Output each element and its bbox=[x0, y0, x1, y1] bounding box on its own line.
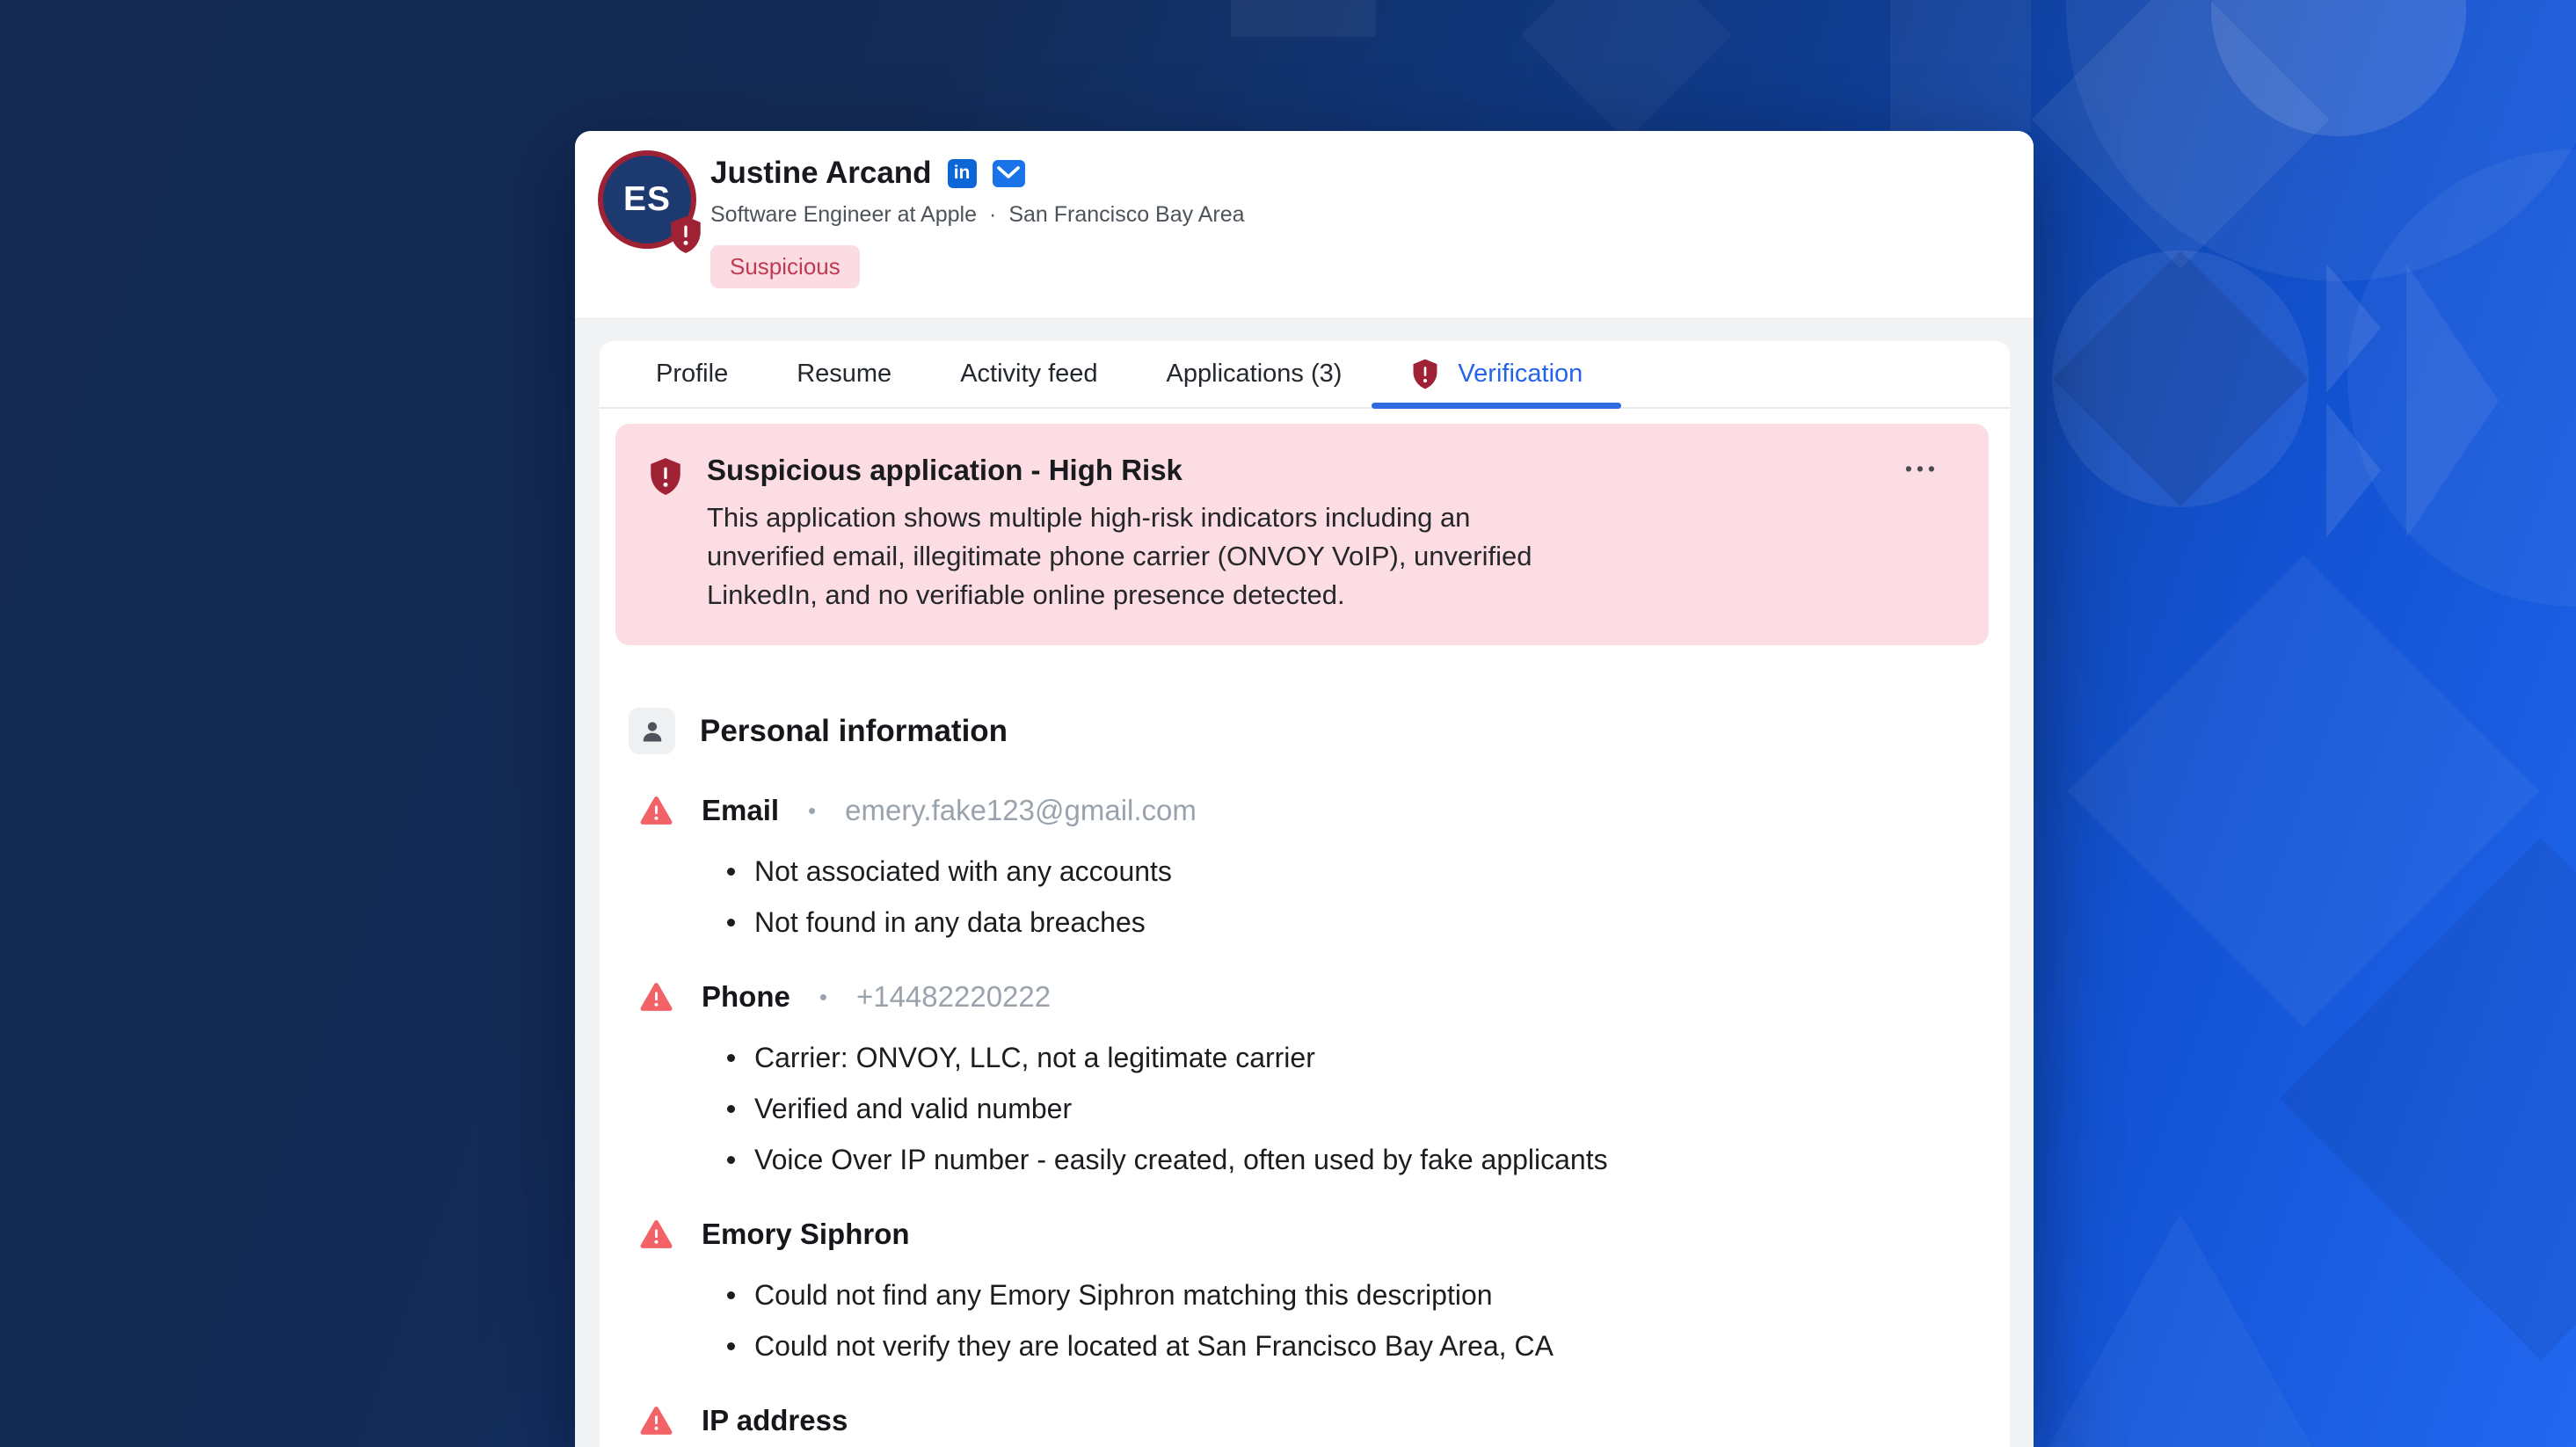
mail-icon[interactable] bbox=[993, 160, 1025, 187]
warning-triangle-icon bbox=[640, 796, 673, 825]
tab-applications[interactable]: Applications (3) bbox=[1166, 360, 1343, 388]
status-badge: Suspicious bbox=[710, 245, 860, 288]
subtitle-separator: · bbox=[988, 202, 997, 227]
candidate-subtitle bbox=[710, 202, 1245, 228]
list-item: Could not find any Emory Siphron matching this description bbox=[754, 1269, 2010, 1320]
profile-header bbox=[575, 131, 2034, 319]
label-value-separator: • bbox=[819, 983, 827, 1010]
tab-profile[interactable]: Profile bbox=[656, 360, 729, 388]
high-risk-alert bbox=[615, 424, 1989, 645]
candidate-name: Justine Arcand bbox=[710, 156, 932, 190]
tab-activity-feed[interactable]: Activity feed bbox=[960, 360, 1098, 388]
info-label: Emory Siphron bbox=[702, 1218, 910, 1250]
section-title: Personal information bbox=[700, 713, 1008, 748]
candidate-profile-window bbox=[575, 131, 2034, 1447]
info-label: Phone bbox=[702, 980, 790, 1013]
list-item: Verified and valid number bbox=[754, 1083, 2010, 1134]
info-label: Email bbox=[702, 794, 780, 826]
avatar-initials: ES bbox=[598, 150, 696, 249]
header-text bbox=[710, 156, 1245, 288]
info-row-ip-address bbox=[640, 1405, 2010, 1436]
email-findings-list bbox=[600, 846, 2010, 948]
warning-triangle-icon bbox=[640, 982, 673, 1012]
profile-body bbox=[575, 319, 2034, 1447]
candidate-location: San Francisco Bay Area bbox=[1008, 202, 1245, 227]
info-label: IP address bbox=[702, 1404, 848, 1436]
alert-body: This application shows multiple high-risk indicators including an unverified email, illegitimate phone carrier (ONVOY VoIP), unverified LinkedIn, and no verifiable online presence detected. bbox=[707, 502, 1532, 610]
tab-resume[interactable]: Resume bbox=[797, 360, 892, 388]
label-value-separator: • bbox=[808, 796, 817, 824]
info-row-phone bbox=[640, 981, 2010, 1013]
list-item: Could not verify they are located at San Francisco Bay Area, CA bbox=[754, 1320, 2010, 1371]
info-row-name-check bbox=[640, 1218, 2010, 1250]
warning-triangle-icon bbox=[640, 1219, 673, 1249]
verification-card bbox=[600, 341, 2010, 1447]
phone-findings-list bbox=[600, 1032, 2010, 1185]
warning-triangle-icon bbox=[640, 1406, 673, 1436]
tab-verification[interactable]: Verification bbox=[1410, 341, 1583, 407]
info-row-email bbox=[640, 795, 2010, 826]
tab-bar bbox=[600, 341, 2010, 409]
alert-more-button[interactable]: ••• bbox=[1904, 457, 1939, 480]
name-check-findings-list bbox=[600, 1269, 2010, 1371]
alert-title: Suspicious application - High Risk bbox=[707, 454, 1182, 486]
linkedin-icon[interactable]: in bbox=[948, 159, 977, 188]
phone-value: +14482220222 bbox=[855, 980, 1052, 1013]
shield-alert-icon bbox=[647, 456, 684, 497]
email-value: emery.fake123@gmail.com bbox=[845, 794, 1197, 826]
list-item: Not associated with any accounts bbox=[754, 846, 2010, 897]
personal-info-header bbox=[629, 708, 2010, 754]
avatar bbox=[598, 150, 696, 249]
shield-alert-icon bbox=[1410, 358, 1440, 390]
list-item: Carrier: ONVOY, LLC, not a legitimate carrier bbox=[754, 1032, 2010, 1083]
list-item: Voice Over IP number - easily created, often used by fake applicants bbox=[754, 1134, 2010, 1185]
list-item: Not found in any data breaches bbox=[754, 897, 2010, 948]
alert-text bbox=[707, 454, 1532, 645]
avatar-alert-shield-icon bbox=[667, 215, 704, 255]
candidate-role: Software Engineer at Apple bbox=[710, 202, 977, 227]
person-icon bbox=[629, 708, 675, 754]
